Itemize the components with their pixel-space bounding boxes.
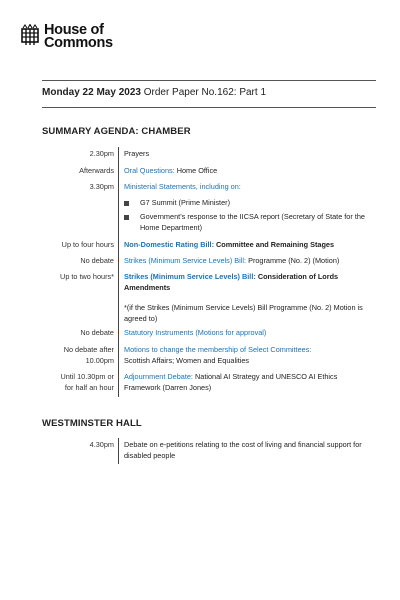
order-paper-title	[42, 87, 266, 98]
agenda-item: Motions to change the membership of Select Committees: Scottish Affairs; Women and Equalities	[124, 345, 370, 366]
logo-wordmark	[44, 24, 113, 50]
agenda-time: 4.30pm	[89, 440, 114, 449]
oral-questions-link[interactable]: Oral Questions:	[124, 166, 175, 175]
non-domestic-rating-bill-link[interactable]: Non-Domestic Rating Bill:	[124, 240, 214, 249]
chamber-timeline	[118, 147, 119, 397]
agenda-item: Debate on e-petitions relating to the cost of living and financial support for disabled people	[124, 440, 362, 460]
agenda-time: No debate after 10.00pm	[63, 345, 114, 365]
logo-line-2: Commons	[44, 35, 113, 51]
bullet-square-icon	[124, 215, 129, 220]
agenda-item: Strikes (Minimum Service Levels) Bill: Programme (No. 2) (Motion)	[124, 256, 340, 265]
paper-date: Monday 22 May 2023	[42, 87, 141, 98]
agenda-time: No debate	[80, 256, 114, 265]
agenda-item: Adjournment Debate: National AI Strategy and UNESCO AI Ethics Framework (Darren Jones)	[124, 372, 338, 392]
summary-agenda-heading: SUMMARY AGENDA: CHAMBER	[42, 126, 191, 137]
westminster-timeline	[118, 438, 119, 464]
agenda-time: Up to two hours*	[60, 272, 114, 281]
logo-line-1: House of	[44, 22, 104, 38]
agenda-item: Non-Domestic Rating Bill: Committee and Remaining Stages	[124, 240, 335, 249]
ministerial-statements-link[interactable]: Ministerial Statements, including on:	[124, 182, 241, 191]
agenda-note-text: *(if the Strikes (Minimum Service Levels) Bill Programme (No. 2) Motion is agreed to)	[124, 303, 363, 323]
title-rule-bottom	[42, 107, 376, 108]
strikes-bill-link[interactable]: Strikes (Minimum Service Levels) Bill:	[124, 256, 247, 265]
title-rule-top	[42, 80, 376, 81]
statutory-instruments-link[interactable]: Statutory Instruments (Motions for approval)	[124, 328, 267, 337]
strikes-bill-link[interactable]: Strikes (Minimum Service Levels) Bill:	[124, 272, 256, 281]
agenda-time: Up to four hours	[61, 240, 114, 249]
agenda-item: Strikes (Minimum Service Levels) Bill: Consideration of Lords Amendments	[124, 272, 339, 292]
agenda-item: Prayers	[124, 149, 150, 158]
portcullis-icon	[20, 24, 40, 46]
paper-number: Order Paper No.162: Part 1	[140, 87, 267, 98]
agenda-time: 3.30pm	[89, 182, 114, 191]
agenda-time: No debate	[80, 328, 114, 337]
agenda-item: Oral Questions: Home Office	[124, 166, 218, 175]
adjournment-debate-link[interactable]: Adjournment Debate:	[124, 372, 193, 381]
agenda-time: 2.30pm	[89, 149, 114, 158]
westminster-hall-heading: WESTMINSTER HALL	[42, 418, 142, 429]
bullet-square-icon	[124, 201, 129, 206]
select-committees-link[interactable]: Motions to change the membership of Select Committees:	[124, 345, 312, 354]
agenda-time: Afterwards	[79, 166, 114, 175]
house-of-commons-logo	[20, 24, 113, 50]
agenda-time: Until 10.30pm or for half an hour	[60, 372, 114, 392]
